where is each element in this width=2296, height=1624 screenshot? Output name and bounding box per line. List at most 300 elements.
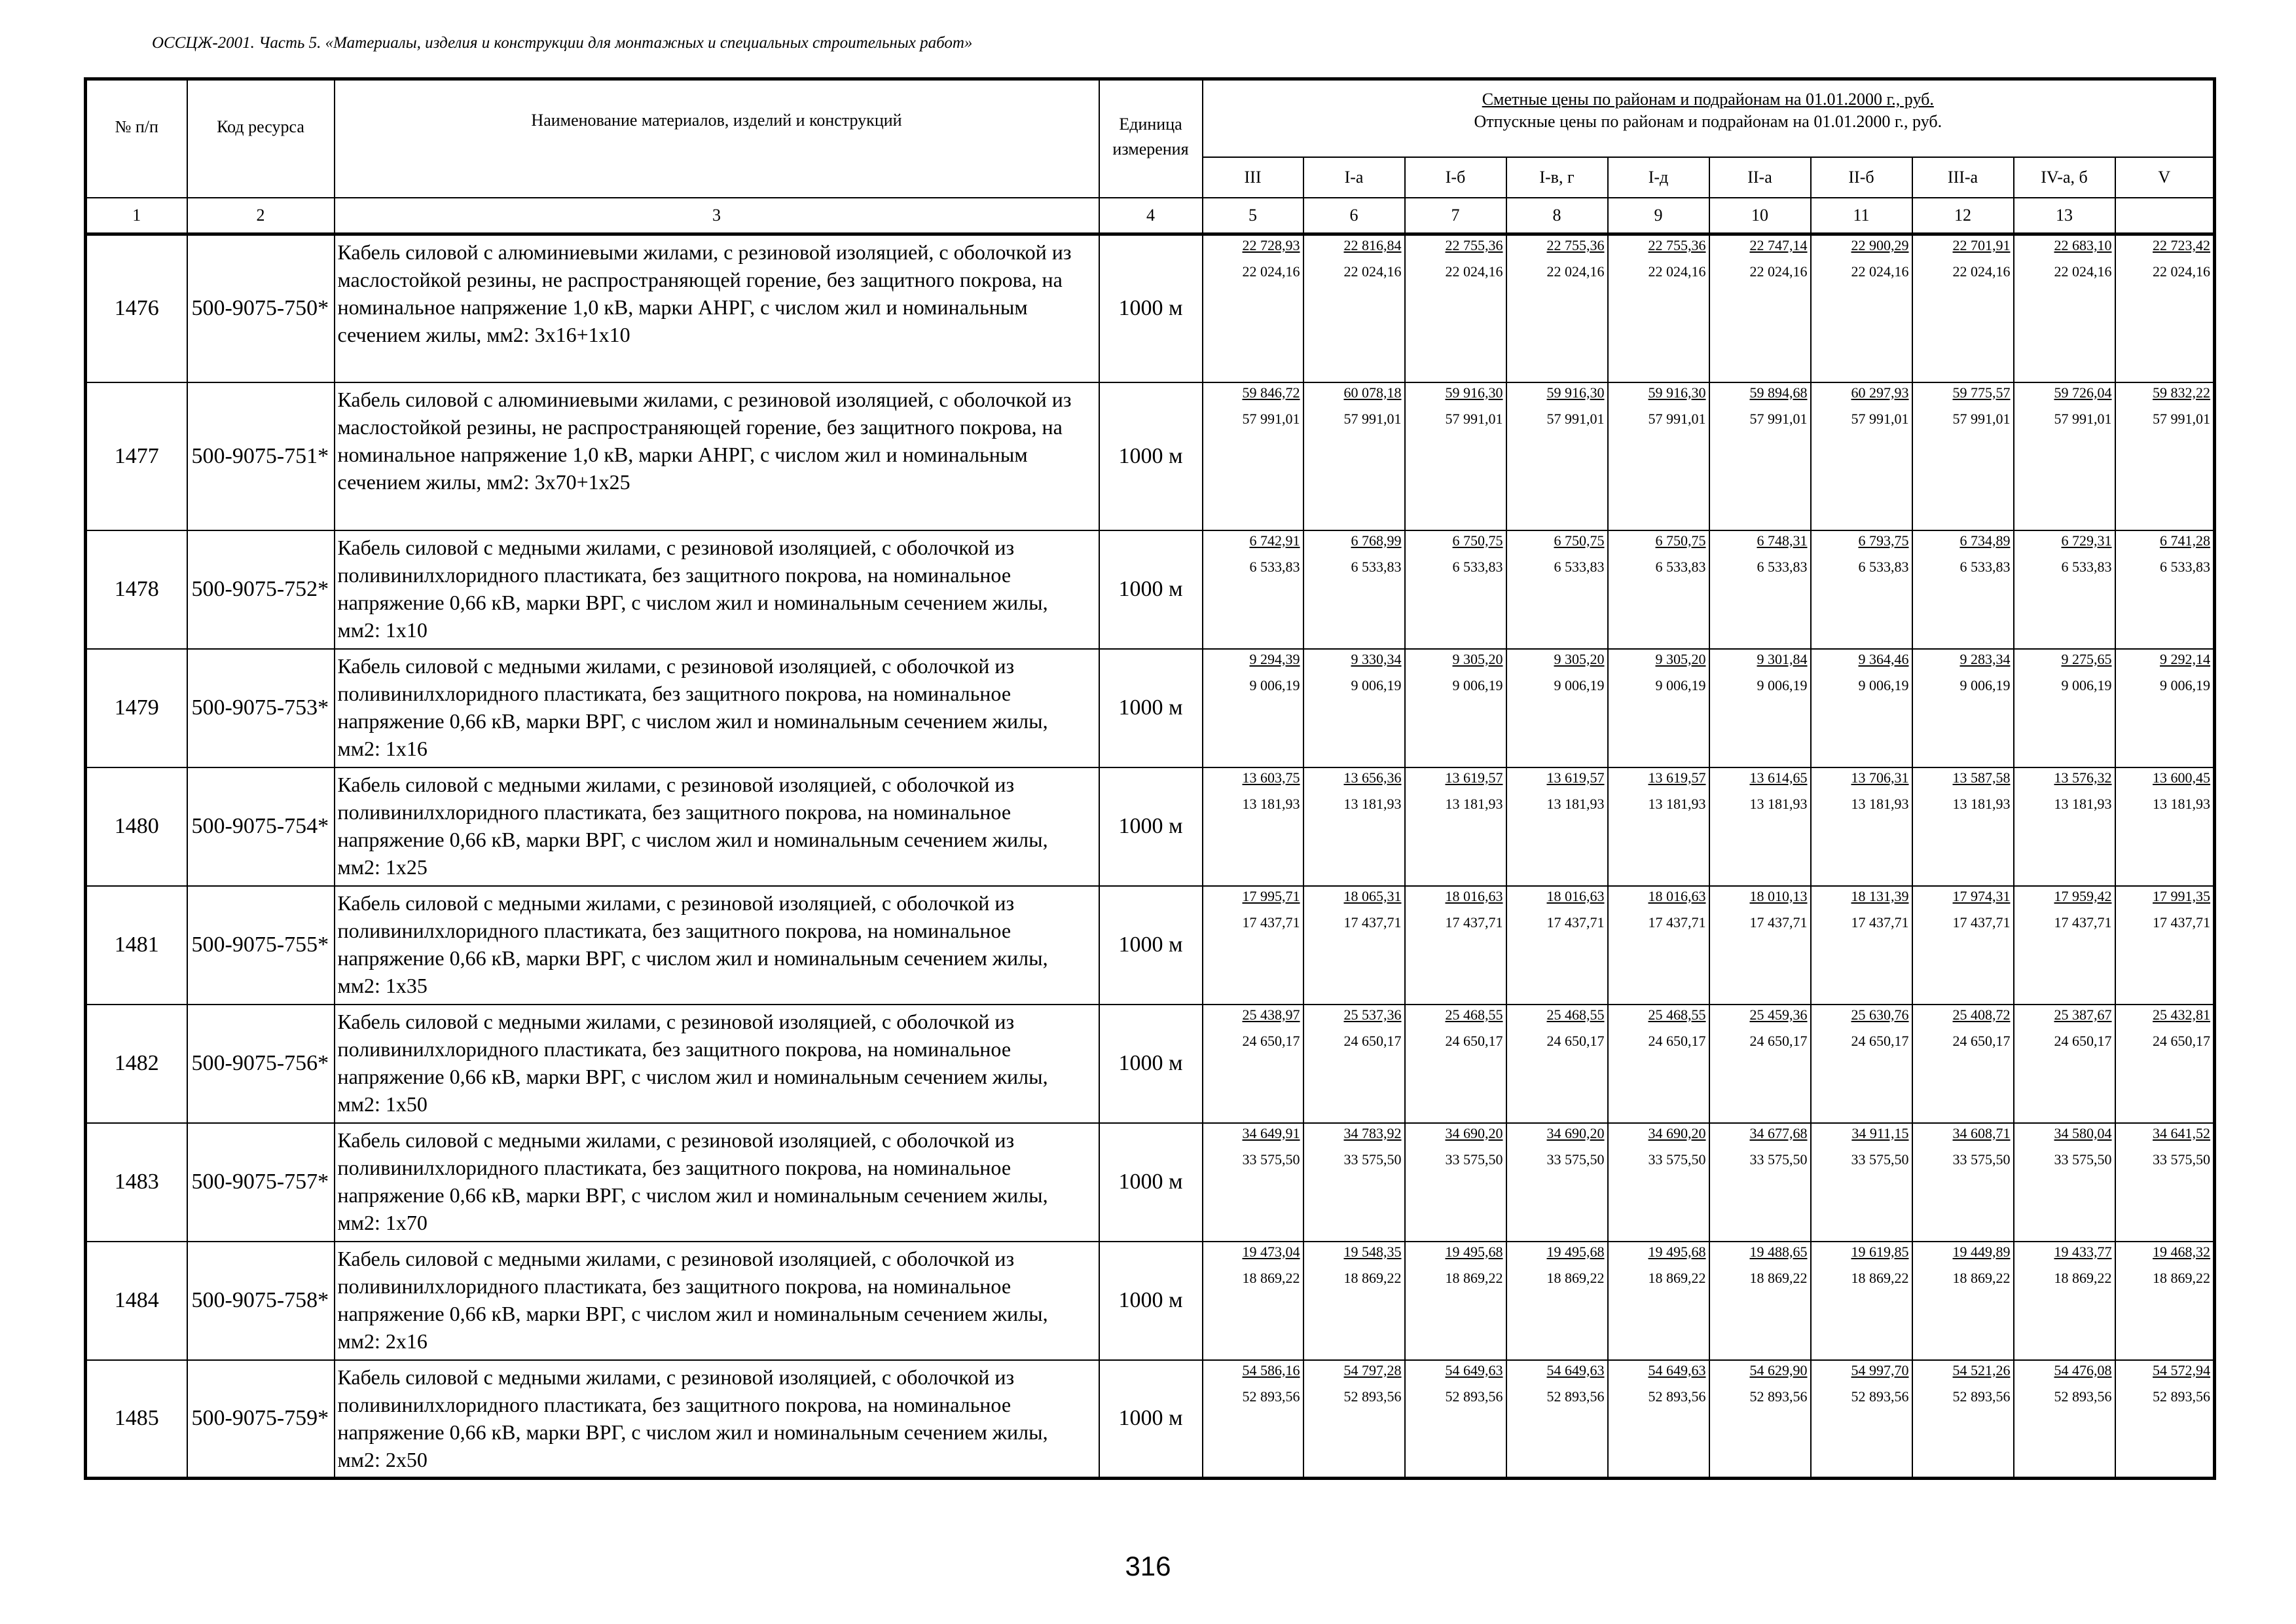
estimate-price: 13 576,32 bbox=[2054, 769, 2112, 786]
column-index: 9 bbox=[1608, 198, 1709, 234]
release-price: 18 869,22 bbox=[1445, 1269, 1503, 1286]
row-number: 1476 bbox=[86, 234, 187, 382]
release-price: 24 650,17 bbox=[1952, 1032, 2011, 1049]
resource-code: 500-9075-757* bbox=[187, 1123, 335, 1242]
release-price: 52 893,56 bbox=[1952, 1388, 2011, 1405]
price-cell bbox=[2014, 382, 2115, 530]
price-cell bbox=[1303, 1242, 1405, 1360]
unit-of-measure: 1000 м bbox=[1099, 1123, 1203, 1242]
price-cell bbox=[1811, 530, 1912, 649]
price-cell bbox=[1303, 530, 1405, 649]
estimate-price: 19 473,04 bbox=[1242, 1243, 1300, 1260]
estimate-price: 19 619,85 bbox=[1851, 1243, 1909, 1260]
price-cell bbox=[1811, 649, 1912, 767]
price-cell bbox=[2014, 530, 2115, 649]
release-price: 9 006,19 bbox=[1655, 676, 1706, 693]
estimate-price: 9 283,34 bbox=[1959, 650, 2011, 667]
price-cell bbox=[1608, 767, 1709, 886]
estimate-price: 13 614,65 bbox=[1749, 769, 1808, 786]
estimate-price: 22 755,36 bbox=[1546, 237, 1605, 253]
estimate-price: 9 292,14 bbox=[2160, 650, 2211, 667]
release-price: 13 181,93 bbox=[2153, 795, 2211, 812]
column-index: 5 bbox=[1203, 198, 1303, 234]
estimate-price: 18 016,63 bbox=[1648, 887, 1706, 904]
release-price: 57 991,01 bbox=[1343, 410, 1402, 427]
estimate-price: 59 894,68 bbox=[1749, 384, 1808, 401]
estimate-price: 60 078,18 bbox=[1343, 384, 1402, 401]
price-cell bbox=[1506, 1242, 1608, 1360]
estimate-price: 19 488,65 bbox=[1749, 1243, 1808, 1260]
release-price: 52 893,56 bbox=[2153, 1388, 2211, 1405]
estimate-price: 59 832,22 bbox=[2153, 384, 2211, 401]
release-price: 22 024,16 bbox=[2153, 263, 2211, 280]
price-cell bbox=[1709, 1005, 1811, 1123]
release-price: 9 006,19 bbox=[2061, 676, 2112, 693]
release-price: 57 991,01 bbox=[2054, 410, 2112, 427]
release-price: 52 893,56 bbox=[1343, 1388, 1402, 1405]
estimate-price: 34 677,68 bbox=[1749, 1124, 1808, 1141]
price-cell bbox=[1709, 234, 1811, 382]
resource-code: 500-9075-755* bbox=[187, 886, 335, 1005]
price-cell bbox=[1709, 1123, 1811, 1242]
release-price: 52 893,56 bbox=[1445, 1388, 1503, 1405]
release-price: 18 869,22 bbox=[1851, 1269, 1909, 1286]
release-price: 24 650,17 bbox=[1445, 1032, 1503, 1049]
estimate-price: 6 742,91 bbox=[1249, 532, 1300, 549]
price-cell bbox=[1405, 1242, 1506, 1360]
estimate-price: 6 750,75 bbox=[1655, 532, 1706, 549]
estimate-price: 9 305,20 bbox=[1452, 650, 1503, 667]
price-cell bbox=[1608, 649, 1709, 767]
estimate-price: 59 726,04 bbox=[2054, 384, 2112, 401]
estimate-price: 19 449,89 bbox=[1952, 1243, 2011, 1260]
price-cell bbox=[1811, 1123, 1912, 1242]
material-name: Кабель силовой с алюминиевыми жилами, с резиновой изоляцией, с оболочкой из маслостойкой резины, не распространяющей горение, без защитного покрова, на номинальное напряжение 1,0 кВ, марки АНРГ, с числом жил и номинальным сечением жилы, мм2: 3х70+1х25 bbox=[335, 382, 1099, 530]
column-index: 7 bbox=[1405, 198, 1506, 234]
price-cell bbox=[1203, 1360, 1303, 1479]
price-cell bbox=[1303, 1123, 1405, 1242]
release-price: 33 575,50 bbox=[1343, 1151, 1402, 1168]
price-cell bbox=[1506, 234, 1608, 382]
release-price: 22 024,16 bbox=[1952, 263, 2011, 280]
estimate-price: 59 916,30 bbox=[1648, 384, 1706, 401]
row-number: 1482 bbox=[86, 1005, 187, 1123]
price-cell bbox=[1709, 1360, 1811, 1479]
price-cell bbox=[1303, 767, 1405, 886]
estimate-price: 6 741,28 bbox=[2160, 532, 2211, 549]
estimate-price: 59 916,30 bbox=[1546, 384, 1605, 401]
release-price: 13 181,93 bbox=[2054, 795, 2112, 812]
estimate-price: 9 305,20 bbox=[1655, 650, 1706, 667]
col-header-name: Наименование материалов, изделий и конструкций bbox=[335, 79, 1099, 198]
release-price: 22 024,16 bbox=[1445, 263, 1503, 280]
estimate-price: 34 690,20 bbox=[1546, 1124, 1605, 1141]
release-price: 13 181,93 bbox=[1952, 795, 2011, 812]
release-price: 18 869,22 bbox=[1242, 1269, 1300, 1286]
region-header: II-б bbox=[1811, 157, 1912, 198]
release-price: 57 991,01 bbox=[1851, 410, 1909, 427]
release-price: 13 181,93 bbox=[1242, 795, 1300, 812]
price-cell bbox=[1506, 1005, 1608, 1123]
table-body bbox=[86, 198, 2215, 1479]
price-cell bbox=[2014, 886, 2115, 1005]
release-price: 17 437,71 bbox=[1242, 913, 1300, 931]
release-price: 52 893,56 bbox=[2054, 1388, 2112, 1405]
column-index: 12 bbox=[1912, 198, 2014, 234]
release-price: 22 024,16 bbox=[1749, 263, 1808, 280]
col-header-code: Код ресурса bbox=[187, 79, 335, 198]
table-row bbox=[86, 1005, 2215, 1123]
estimate-price: 6 729,31 bbox=[2061, 532, 2112, 549]
release-price: 17 437,71 bbox=[1749, 913, 1808, 931]
estimate-price: 22 755,36 bbox=[1445, 237, 1503, 253]
release-price: 9 006,19 bbox=[2160, 676, 2211, 693]
release-price: 6 533,83 bbox=[1757, 558, 1808, 575]
estimate-price: 25 630,76 bbox=[1851, 1006, 1909, 1023]
release-price: 17 437,71 bbox=[1952, 913, 2011, 931]
row-number: 1485 bbox=[86, 1360, 187, 1479]
estimate-price: 54 572,94 bbox=[2153, 1361, 2211, 1378]
table-row bbox=[86, 1123, 2215, 1242]
price-cell bbox=[1608, 530, 1709, 649]
release-price: 33 575,50 bbox=[1546, 1151, 1605, 1168]
price-cell bbox=[2115, 1005, 2215, 1123]
release-price: 6 533,83 bbox=[1351, 558, 1402, 575]
estimate-price: 17 991,35 bbox=[2153, 887, 2211, 904]
release-price: 33 575,50 bbox=[1648, 1151, 1706, 1168]
price-cell bbox=[1303, 886, 1405, 1005]
estimate-price: 22 816,84 bbox=[1343, 237, 1402, 253]
price-cell bbox=[1405, 1005, 1506, 1123]
document-header: ОССЦЖ-2001. Часть 5. «Материалы, изделия и конструкции для монтажных и специальных строительных работ» bbox=[152, 34, 973, 52]
region-header: II-а bbox=[1709, 157, 1811, 198]
estimate-price: 34 911,15 bbox=[1851, 1124, 1909, 1141]
estimate-price: 13 603,75 bbox=[1242, 769, 1300, 786]
release-price: 9 006,19 bbox=[1351, 676, 1402, 693]
estimate-price: 25 468,55 bbox=[1445, 1006, 1503, 1023]
estimate-price: 25 432,81 bbox=[2153, 1006, 2211, 1023]
material-name: Кабель силовой с медными жилами, с резиновой изоляцией, с оболочкой из поливинилхлоридного пластиката, без защитного покрова, на номинальное напряжение 0,66 кВ, марки ВРГ, с числом жил и номинальным сечением жилы, мм2: 2х16 bbox=[335, 1242, 1099, 1360]
price-cell bbox=[1506, 767, 1608, 886]
row-number: 1480 bbox=[86, 767, 187, 886]
table-row bbox=[86, 1360, 2215, 1479]
price-cell bbox=[2014, 649, 2115, 767]
price-cell bbox=[2115, 886, 2215, 1005]
estimate-price: 18 065,31 bbox=[1343, 887, 1402, 904]
price-cell bbox=[1203, 649, 1303, 767]
material-name: Кабель силовой с медными жилами, с резиновой изоляцией, с оболочкой из поливинилхлоридного пластиката, без защитного покрова, на номинальное напряжение 0,66 кВ, марки ВРГ, с числом жил и номинальным сечением жилы, мм2: 1х25 bbox=[335, 767, 1099, 886]
price-cell bbox=[1912, 234, 2014, 382]
release-price: 57 991,01 bbox=[1749, 410, 1808, 427]
estimate-price: 18 131,39 bbox=[1851, 887, 1909, 904]
price-cell bbox=[2115, 649, 2215, 767]
price-cell bbox=[2014, 767, 2115, 886]
estimate-price: 34 641,52 bbox=[2153, 1124, 2211, 1141]
resource-code: 500-9075-750* bbox=[187, 234, 335, 382]
resource-code: 500-9075-754* bbox=[187, 767, 335, 886]
release-price: 33 575,50 bbox=[2054, 1151, 2112, 1168]
estimate-price: 17 959,42 bbox=[2054, 887, 2112, 904]
col-header-unit: Единица измерения bbox=[1099, 79, 1203, 198]
release-price: 33 575,50 bbox=[1445, 1151, 1503, 1168]
price-cell bbox=[1506, 382, 1608, 530]
price-cell bbox=[1303, 1360, 1405, 1479]
price-cell bbox=[2014, 1005, 2115, 1123]
region-header: I-а bbox=[1303, 157, 1405, 198]
price-cell bbox=[1303, 234, 1405, 382]
price-cell bbox=[1405, 382, 1506, 530]
price-table bbox=[84, 77, 2216, 1480]
header-row bbox=[86, 79, 2215, 158]
release-price: 6 533,83 bbox=[1554, 558, 1605, 575]
unit-of-measure: 1000 м bbox=[1099, 886, 1203, 1005]
price-cell bbox=[1608, 1242, 1709, 1360]
material-name: Кабель силовой с медными жилами, с резиновой изоляцией, с оболочкой из поливинилхлоридного пластиката, без защитного покрова, на номинальное напряжение 0,66 кВ, марки ВРГ, с числом жил и номинальным сечением жилы, мм2: 1х10 bbox=[335, 530, 1099, 649]
row-number: 1481 bbox=[86, 886, 187, 1005]
unit-of-measure: 1000 м bbox=[1099, 767, 1203, 886]
release-price: 33 575,50 bbox=[2153, 1151, 2211, 1168]
estimate-price: 54 649,63 bbox=[1648, 1361, 1706, 1378]
release-price: 9 006,19 bbox=[1249, 676, 1300, 693]
estimate-price: 54 629,90 bbox=[1749, 1361, 1808, 1378]
release-price: 17 437,71 bbox=[2054, 913, 2112, 931]
release-price: 24 650,17 bbox=[1648, 1032, 1706, 1049]
price-cell bbox=[2115, 767, 2215, 886]
release-price: 18 869,22 bbox=[2153, 1269, 2211, 1286]
price-cell bbox=[1203, 1242, 1303, 1360]
price-cell bbox=[1506, 649, 1608, 767]
estimate-price: 34 608,71 bbox=[1952, 1124, 2011, 1141]
estimate-price: 9 275,65 bbox=[2061, 650, 2112, 667]
region-header: V bbox=[2115, 157, 2215, 198]
prices-title-release: Отпускные цены по районам и подрайонам на 01.01.2000 г., руб. bbox=[1474, 112, 1942, 131]
estimate-price: 9 301,84 bbox=[1757, 650, 1808, 667]
release-price: 22 024,16 bbox=[1648, 263, 1706, 280]
unit-of-measure: 1000 м bbox=[1099, 382, 1203, 530]
price-cell bbox=[1912, 886, 2014, 1005]
estimate-price: 34 783,92 bbox=[1343, 1124, 1402, 1141]
resource-code: 500-9075-758* bbox=[187, 1242, 335, 1360]
release-price: 9 006,19 bbox=[1452, 676, 1503, 693]
estimate-price: 17 974,31 bbox=[1952, 887, 2011, 904]
release-price: 13 181,93 bbox=[1343, 795, 1402, 812]
price-cell bbox=[1709, 886, 1811, 1005]
release-price: 33 575,50 bbox=[1749, 1151, 1808, 1168]
release-price: 33 575,50 bbox=[1242, 1151, 1300, 1168]
price-cell bbox=[2014, 234, 2115, 382]
price-cell bbox=[1203, 886, 1303, 1005]
column-index: 8 bbox=[1506, 198, 1608, 234]
estimate-price: 34 690,20 bbox=[1445, 1124, 1503, 1141]
unit-of-measure: 1000 м bbox=[1099, 1360, 1203, 1479]
price-cell bbox=[1608, 886, 1709, 1005]
price-cell bbox=[2014, 1242, 2115, 1360]
unit-of-measure: 1000 м bbox=[1099, 234, 1203, 382]
price-cell bbox=[1912, 1242, 2014, 1360]
price-cell bbox=[1709, 649, 1811, 767]
price-cell bbox=[1405, 530, 1506, 649]
estimate-price: 13 619,57 bbox=[1445, 769, 1503, 786]
estimate-price: 59 775,57 bbox=[1952, 384, 2011, 401]
estimate-price: 54 797,28 bbox=[1343, 1361, 1402, 1378]
release-price: 13 181,93 bbox=[1851, 795, 1909, 812]
release-price: 17 437,71 bbox=[2153, 913, 2211, 931]
price-cell bbox=[2115, 1242, 2215, 1360]
column-index: 10 bbox=[1709, 198, 1811, 234]
price-cell bbox=[1405, 886, 1506, 1005]
price-cell bbox=[1405, 1360, 1506, 1479]
release-price: 24 650,17 bbox=[1343, 1032, 1402, 1049]
price-cell bbox=[1811, 767, 1912, 886]
price-cell bbox=[1608, 1123, 1709, 1242]
estimate-price: 34 649,91 bbox=[1242, 1124, 1300, 1141]
row-number: 1484 bbox=[86, 1242, 187, 1360]
release-price: 57 991,01 bbox=[1445, 410, 1503, 427]
price-cell bbox=[1912, 1123, 2014, 1242]
estimate-price: 6 748,31 bbox=[1757, 532, 1808, 549]
estimate-price: 34 690,20 bbox=[1648, 1124, 1706, 1141]
estimate-price: 19 495,68 bbox=[1445, 1243, 1503, 1260]
column-index: 11 bbox=[1811, 198, 1912, 234]
price-cell bbox=[1506, 1123, 1608, 1242]
material-name: Кабель силовой с медными жилами, с резиновой изоляцией, с оболочкой из поливинилхлоридного пластиката, без защитного покрова, на номинальное напряжение 0,66 кВ, марки ВРГ, с числом жил и номинальным сечением жилы, мм2: 1х16 bbox=[335, 649, 1099, 767]
price-cell bbox=[1203, 1005, 1303, 1123]
price-cell bbox=[2115, 1360, 2215, 1479]
price-cell bbox=[2014, 1123, 2115, 1242]
price-cell bbox=[1203, 767, 1303, 886]
estimate-price: 59 916,30 bbox=[1445, 384, 1503, 401]
release-price: 57 991,01 bbox=[1648, 410, 1706, 427]
estimate-price: 25 408,72 bbox=[1952, 1006, 2011, 1023]
price-cell bbox=[1203, 530, 1303, 649]
release-price: 13 181,93 bbox=[1648, 795, 1706, 812]
estimate-price: 19 548,35 bbox=[1343, 1243, 1402, 1260]
estimate-price: 54 521,26 bbox=[1952, 1361, 2011, 1378]
price-cell bbox=[2014, 1360, 2115, 1479]
estimate-price: 22 701,91 bbox=[1952, 237, 2011, 253]
price-cell bbox=[2115, 382, 2215, 530]
price-cell bbox=[1608, 382, 1709, 530]
unit-of-measure: 1000 м bbox=[1099, 649, 1203, 767]
material-name: Кабель силовой с алюминиевыми жилами, с резиновой изоляцией, с оболочкой из маслостойкой резины, не распространяющей горение, без защитного покрова, на номинальное напряжение 1,0 кВ, марки АНРГ, с числом жил и номинальным сечением жилы, мм2: 3х16+1х10 bbox=[335, 234, 1099, 382]
estimate-price: 6 750,75 bbox=[1554, 532, 1605, 549]
release-price: 17 437,71 bbox=[1851, 913, 1909, 931]
price-cell bbox=[1709, 1242, 1811, 1360]
column-index: 13 bbox=[2014, 198, 2115, 234]
release-price: 33 575,50 bbox=[1952, 1151, 2011, 1168]
price-cell bbox=[1912, 649, 2014, 767]
release-price: 6 533,83 bbox=[1858, 558, 1909, 575]
price-cell bbox=[1811, 886, 1912, 1005]
price-cell bbox=[1811, 234, 1912, 382]
release-price: 18 869,22 bbox=[1648, 1269, 1706, 1286]
estimate-price: 34 580,04 bbox=[2054, 1124, 2112, 1141]
region-header: I-д bbox=[1608, 157, 1709, 198]
estimate-price: 60 297,93 bbox=[1851, 384, 1909, 401]
row-number: 1479 bbox=[86, 649, 187, 767]
release-price: 24 650,17 bbox=[1749, 1032, 1808, 1049]
release-price: 6 533,83 bbox=[1452, 558, 1503, 575]
estimate-price: 13 656,36 bbox=[1343, 769, 1402, 786]
release-price: 57 991,01 bbox=[1546, 410, 1605, 427]
release-price: 6 533,83 bbox=[1959, 558, 2011, 575]
region-header: IV-а, б bbox=[2014, 157, 2115, 198]
release-price: 22 024,16 bbox=[1851, 263, 1909, 280]
release-price: 24 650,17 bbox=[1242, 1032, 1300, 1049]
table-row bbox=[86, 767, 2215, 886]
estimate-price: 22 723,42 bbox=[2153, 237, 2211, 253]
price-cell bbox=[1303, 1005, 1405, 1123]
price-cell bbox=[1405, 649, 1506, 767]
estimate-price: 22 728,93 bbox=[1242, 237, 1300, 253]
release-price: 17 437,71 bbox=[1445, 913, 1503, 931]
estimate-price: 18 016,63 bbox=[1445, 887, 1503, 904]
unit-of-measure: 1000 м bbox=[1099, 1242, 1203, 1360]
column-index: 2 bbox=[187, 198, 335, 234]
release-price: 17 437,71 bbox=[1343, 913, 1402, 931]
release-price: 13 181,93 bbox=[1546, 795, 1605, 812]
table-row bbox=[86, 234, 2215, 382]
estimate-price: 13 619,57 bbox=[1546, 769, 1605, 786]
price-cell bbox=[1811, 1005, 1912, 1123]
col-header-prices bbox=[1203, 79, 2215, 158]
estimate-price: 19 468,32 bbox=[2153, 1243, 2211, 1260]
unit-of-measure: 1000 м bbox=[1099, 1005, 1203, 1123]
row-number: 1477 bbox=[86, 382, 187, 530]
estimate-price: 13 619,57 bbox=[1648, 769, 1706, 786]
release-price: 24 650,17 bbox=[2054, 1032, 2112, 1049]
price-cell bbox=[1912, 382, 2014, 530]
price-cell bbox=[1811, 1360, 1912, 1479]
column-index-row bbox=[86, 198, 2215, 234]
release-price: 33 575,50 bbox=[1851, 1151, 1909, 1168]
estimate-price: 6 793,75 bbox=[1858, 532, 1909, 549]
estimate-price: 25 468,55 bbox=[1546, 1006, 1605, 1023]
region-header: III bbox=[1203, 157, 1303, 198]
release-price: 52 893,56 bbox=[1851, 1388, 1909, 1405]
estimate-price: 6 768,99 bbox=[1351, 532, 1402, 549]
column-index: 4 bbox=[1099, 198, 1203, 234]
estimate-price: 25 438,97 bbox=[1242, 1006, 1300, 1023]
estimate-price: 22 683,10 bbox=[2054, 237, 2112, 253]
estimate-price: 22 755,36 bbox=[1648, 237, 1706, 253]
column-index: 1 bbox=[86, 198, 187, 234]
prices-title-estimate: Сметные цены по районам и подрайонам на 01.01.2000 г., руб. bbox=[1482, 90, 1934, 109]
release-price: 24 650,17 bbox=[1546, 1032, 1605, 1049]
region-header: I-б bbox=[1405, 157, 1506, 198]
estimate-price: 22 900,29 bbox=[1851, 237, 1909, 253]
price-cell bbox=[1405, 767, 1506, 886]
price-cell bbox=[1405, 1123, 1506, 1242]
table-row bbox=[86, 1242, 2215, 1360]
estimate-price: 13 600,45 bbox=[2153, 769, 2211, 786]
release-price: 22 024,16 bbox=[1546, 263, 1605, 280]
release-price: 52 893,56 bbox=[1749, 1388, 1808, 1405]
price-cell bbox=[2115, 530, 2215, 649]
region-header: III-а bbox=[1912, 157, 2014, 198]
estimate-price: 13 706,31 bbox=[1851, 769, 1909, 786]
estimate-price: 9 330,34 bbox=[1351, 650, 1402, 667]
row-number: 1478 bbox=[86, 530, 187, 649]
release-price: 18 869,22 bbox=[1546, 1269, 1605, 1286]
row-number: 1483 bbox=[86, 1123, 187, 1242]
release-price: 22 024,16 bbox=[1343, 263, 1402, 280]
estimate-price: 25 537,36 bbox=[1343, 1006, 1402, 1023]
release-price: 57 991,01 bbox=[1242, 410, 1300, 427]
price-cell bbox=[1912, 1005, 2014, 1123]
release-price: 9 006,19 bbox=[1959, 676, 2011, 693]
release-price: 52 893,56 bbox=[1546, 1388, 1605, 1405]
